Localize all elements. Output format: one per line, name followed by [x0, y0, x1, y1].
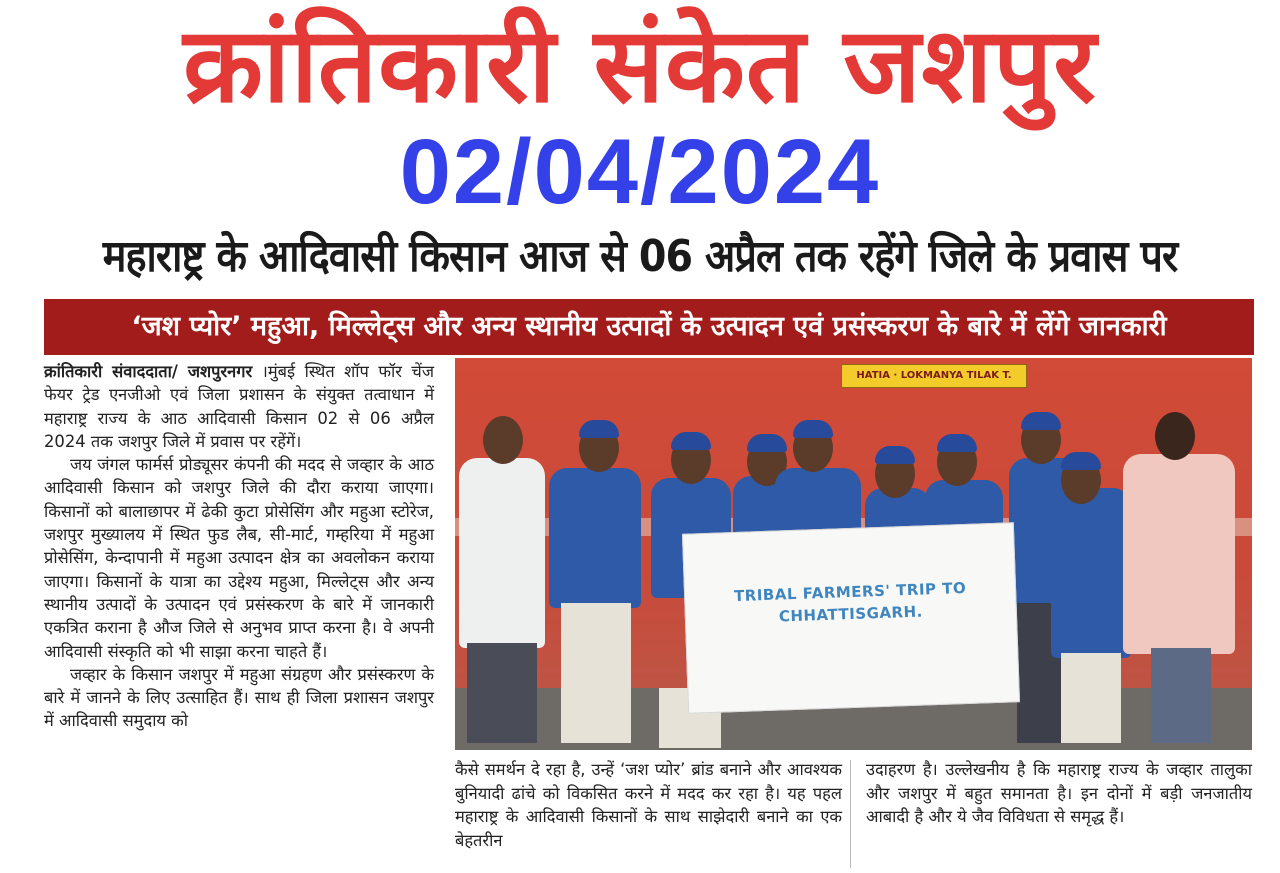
cap-icon	[671, 432, 711, 450]
person-legs	[467, 643, 537, 743]
column-divider	[850, 760, 851, 868]
article-middle-column	[455, 758, 842, 868]
train-destination-sign: HATIA · LOKMANYA TILAK T.	[841, 364, 1027, 388]
cap-icon	[1021, 412, 1061, 430]
article-paragraph: जव्हार के किसान जशपुर में महुआ संग्रहण और प्रसंस्करण के बारे में जानने के लिए उत्साहित हैं। साथ ही जिला प्रशासन जशपुर में आदिवासी समुदाय को	[44, 664, 434, 731]
article-paragraph-text: ।मुंबई स्थित शॉप फॉर चेंज फेयर ट्रेड एनजीओ एवं जिला प्रशासन के संयुक्त तत्वाधान में महाराष्ट्र राज्य के आठ आदिवासी किसान 02 से 06 अप्रैल 2024 तक जशपुर जिले में प्रवास पर रहेंगें।	[44, 362, 434, 451]
article-paragraph	[44, 360, 434, 453]
person-figure	[549, 468, 641, 608]
edition-date: 02/04/2024	[399, 121, 881, 223]
cap-icon	[1061, 452, 1101, 470]
article-left-column	[44, 360, 434, 870]
cap-icon	[875, 446, 915, 464]
banner-line: TRIBAL FARMERS' TRIP TO	[733, 578, 967, 606]
masthead-title: क्रांतिकारी संकेत जशपुर	[183, 4, 1097, 126]
article-paragraph: कैसे समर्थन दे रहा है, उन्हें ‘जश प्योर’ ब्रांड बनाने और आवश्यक बुनियादी ढांचे को विकसित करने में मदद कर रहा है। यह पहल महाराष्ट्र के आदिवासी किसानों के साथ साझेदारी बनाने का एक बेहतरीन	[455, 760, 842, 850]
person-head	[1155, 412, 1195, 460]
person-head	[483, 416, 523, 464]
article-headline: महाराष्ट्र के आदिवासी किसान आज से 06 अप्रैल तक रहेंगे जिले के प्रवास पर	[102, 231, 1178, 282]
cap-icon	[579, 420, 619, 438]
trip-banner	[682, 522, 1020, 713]
person-legs	[1061, 653, 1121, 743]
article-right-column	[866, 758, 1252, 868]
person-figure	[1123, 454, 1235, 654]
news-photo	[455, 358, 1252, 750]
person-figure	[1051, 488, 1131, 658]
banner-text	[685, 575, 1016, 630]
person-figure	[459, 458, 545, 648]
article-byline: क्रांतिकारी संवाददाता/ जशपुरनगर	[44, 362, 253, 381]
article-paragraph: उदाहरण है। उल्लेखनीय है कि महाराष्ट्र राज्य के जव्हार तालुका और जशपुर में बहुत समानता है। इन दोनों में बड़ी जनजातीय आबादी है और ये जैव विविधता से समृद्ध हैं।	[866, 760, 1252, 826]
banner-line: CHHATTISGARH.	[778, 602, 924, 626]
article-subheadline: ‘जश प्योर’ महुआ, मिल्लेट्स और अन्य स्थानीय उत्पादों के उत्पादन एवं प्रसंस्करण के बारे में लेंगे जानकारी	[44, 299, 1254, 355]
person-legs	[1151, 648, 1211, 743]
article-paragraph: जय जंगल फार्मर्स प्रोड्यूसर कंपनी की मदद से जव्हार के आठ आदिवासी किसान को जशपुर जिले की दौरा कराया जाएगा। किसानों को बालाछापर में ढेकी कुटा प्रोसेसिंग और महुआ स्टोरेज, जशपुर मुख्यालय में स्थित फुड लैब, सी-मार्ट, गम्हरिया में महुआ प्रोसेसिंग, केन्दापानी में महुआ उत्पादन क्षेत्र का अवलोकन कराया जाएगा। किसानों के यात्रा का उद्देश्य महुआ, मिल्लेट्स और अन्य स्थानीय उत्पादों के उत्पादन एवं प्रसंस्करण के बारे में जानकारी एकत्रित कराना है औज जिले से अनुभव प्राप्त करना है। वे अपनी आदिवासी संस्कृति को भी साझा करना चाहते हैं।	[44, 455, 434, 661]
cap-icon	[793, 420, 833, 438]
person-legs	[561, 603, 631, 743]
cap-icon	[747, 434, 787, 452]
cap-icon	[937, 434, 977, 452]
